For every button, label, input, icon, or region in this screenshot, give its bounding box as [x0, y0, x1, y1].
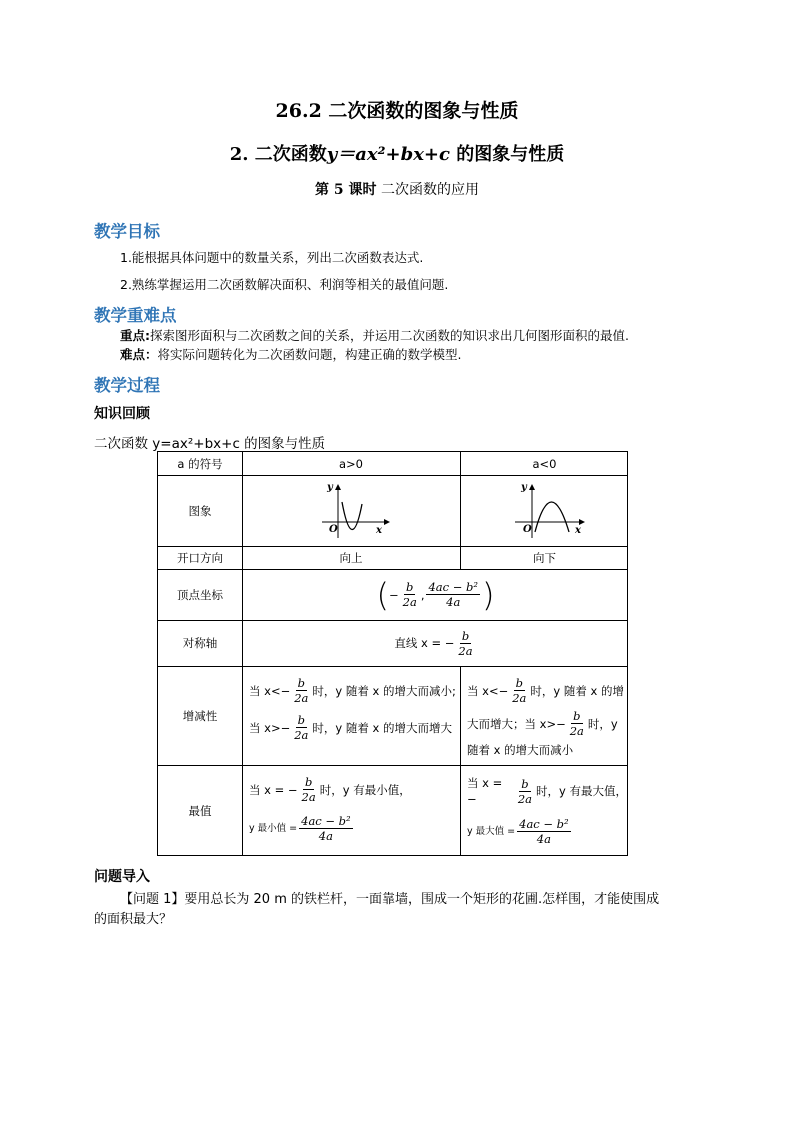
row-label-monotonicity: 增减性 — [182, 708, 218, 723]
key-point — [120, 326, 629, 344]
graph-up-parabola — [318, 480, 394, 546]
review-intro: 二次函数 y=ax²+bx+c 的图象与性质 — [94, 436, 326, 452]
goal-1: 1.能根据具体问题中的数量关系，列出二次函数表达式. — [120, 250, 424, 265]
extreme-positive-line1: 当 x = − $\frac{b}{2a}$ 时，y 有最小值， — [249, 775, 411, 804]
vertex-comma: , — [420, 587, 425, 602]
lesson-topic: 二次函数的应用 — [376, 182, 479, 198]
question-1-line1: 【问题 1】要用总长为 20 m 的铁栏杆，一面靠墙，围成一个矩形的花圃.怎样围，才能使围成 — [120, 892, 660, 907]
opening-up: 向上 — [339, 550, 363, 565]
subtitle-prefix: 2. 二次函数 — [229, 144, 327, 165]
subtitle-suffix: 的图象与性质 — [449, 144, 565, 165]
x-axis-label: x — [575, 525, 581, 536]
key-points-heading: 教学重难点 — [94, 306, 177, 325]
vertex-minus: − — [388, 587, 399, 602]
mono-negative-line1: 当 x<− $\frac{b}{2a}$ 时，y 随着 x 的增 — [467, 676, 624, 705]
difficulty-point — [120, 345, 462, 363]
page-title: 26.2 二次函数的图象与性质 — [275, 100, 519, 122]
vertex-formula — [242, 569, 629, 620]
header-a-positive: a>0 — [339, 456, 363, 471]
difficulty-text: 将实际问题转化为二次函数问题，构建正确的数学模型. — [157, 347, 462, 362]
mono-positive-line2: 当 x>− $\frac{b}{2a}$ 时，y 随着 x 的增大而增大 — [249, 713, 452, 742]
review-heading: 知识回顾 — [94, 406, 150, 422]
intro-heading: 问题导入 — [94, 869, 150, 885]
mono-negative — [467, 676, 627, 758]
properties-table — [157, 451, 628, 856]
subtitle-formula: y＝ax²+bx+c — [326, 144, 450, 165]
y-axis-label: y — [327, 482, 333, 493]
key-point-label: 重点: — [120, 328, 150, 343]
extreme-positive-line2: y 最小值 = $\frac{\text{4ac − b²}}{4a}$ — [249, 814, 351, 843]
axis-formula — [242, 620, 629, 666]
mono-negative-line3: 随着 x 的增大而减小 — [467, 743, 574, 757]
row-label-vertex: 顶点坐标 — [177, 587, 223, 602]
goal-2: 2.熟练掌握运用二次函数解决面积、利润等相关的最值问题. — [120, 277, 449, 292]
axis-fraction: $\frac{b}{2a}$ — [458, 628, 473, 658]
mono-positive — [249, 676, 459, 742]
row-label-graph: 图象 — [188, 503, 212, 518]
row-label-opening: 开口方向 — [177, 550, 223, 565]
axis-prefix: 直线 x = − — [394, 636, 455, 650]
process-heading: 教学过程 — [94, 376, 160, 395]
extreme-negative-line2: y 最大值 = $\frac{\text{4ac − b²}}{4a}$ — [467, 817, 569, 846]
question-1-line2: 的面积最大？ — [94, 912, 173, 927]
left-paren: ( — [376, 575, 389, 614]
row-label-axis: 对称轴 — [182, 636, 218, 650]
mono-positive-line1: 当 x<− $\frac{b}{2a}$ 时，y 随着 x 的增大而减小; — [249, 676, 456, 705]
vertex-x-fraction: $\frac{b}{2a}$ — [402, 580, 417, 609]
extreme-positive — [249, 775, 459, 843]
difficulty-label: 难点： — [120, 347, 158, 362]
col-divider — [460, 666, 461, 856]
extreme-negative — [467, 775, 627, 846]
lesson-number: 第 5 课时 — [315, 182, 377, 198]
x-axis-label: x — [376, 525, 382, 536]
section-subtitle — [0, 140, 794, 166]
right-paren: ) — [482, 575, 495, 614]
origin-label: O — [523, 524, 532, 535]
vertex-y-fraction: $\frac{\text{4ac − b²}}{4a}$ — [428, 580, 479, 609]
header-a-negative: a<0 — [532, 456, 557, 471]
row-label-extreme: 最值 — [188, 803, 212, 818]
lesson-heading — [0, 179, 794, 199]
y-axis-label: y — [521, 482, 527, 493]
opening-down: 向下 — [533, 550, 556, 565]
goals-heading: 教学目标 — [94, 222, 160, 241]
origin-label: O — [329, 524, 338, 535]
key-point-text: 探索图形面积与二次函数之间的关系，并运用二次函数的知识求出几何图形面积的最值. — [150, 328, 629, 343]
mono-negative-line2: 大而增大；当 x>− $\frac{b}{2a}$ 时，y — [467, 709, 618, 738]
header-sign: a 的符号 — [177, 456, 223, 471]
graph-down-parabola — [511, 480, 591, 546]
extreme-negative-line1: 当 x = − $\frac{b}{2a}$ 时，y 有最大值， — [467, 776, 627, 806]
